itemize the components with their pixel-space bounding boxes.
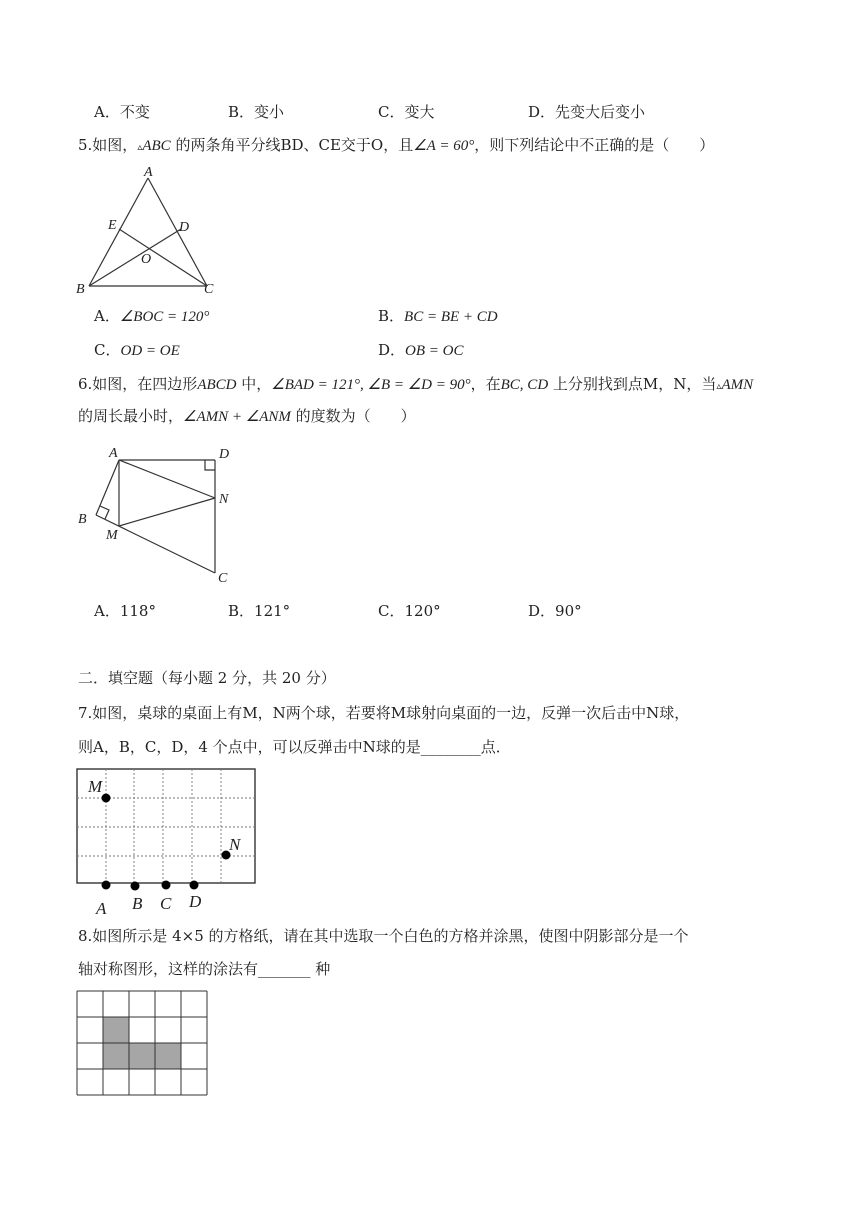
q5-label-a: A (144, 165, 153, 180)
q6-stem-line1: 6.如图，在四边形ABCD 中，∠BAD = 121°, ∠B = ∠D = 90°，在BC, CD 上分别找到点M，N，当▵AMN (78, 375, 754, 393)
q6-quadrilateral-figure (74, 440, 244, 590)
point-c (162, 881, 171, 890)
q6-option-c: C．120° (378, 602, 441, 620)
q7-label-m: M (88, 777, 103, 796)
q7-label-b: B (132, 894, 143, 913)
q6-option-d: D．90° (528, 602, 582, 620)
q4-option-b: B．变小 (228, 103, 285, 121)
q7-stem-line2: 则A，B，C，D，4 个点中，可以反弹击中N球的是________点． (78, 738, 511, 756)
point-a (102, 881, 111, 890)
q6-stem-line2: 的周长最小时，∠AMN + ∠ANM 的度数为（ ） (78, 407, 416, 425)
q8-grid-figure (76, 990, 210, 1096)
q5-option-d: D．OB = OC (378, 341, 464, 359)
shaded-cell (129, 1043, 155, 1069)
q8-stem-line2: 轴对称图形，这样的涂法有_______ 种 (78, 960, 331, 978)
q5-label-e: E (108, 218, 117, 233)
point-b (131, 882, 140, 891)
q5-option-a: A．∠BOC = 120° (94, 307, 210, 325)
q5-label-o: O (141, 252, 152, 267)
ball-m (102, 794, 111, 803)
point-d (190, 881, 199, 890)
shaded-cell (103, 1017, 129, 1043)
q6-label-c: C (218, 571, 228, 586)
q7-label-a: A (96, 899, 107, 918)
q7-label-n: N (229, 835, 241, 854)
q8-stem-line1: 8.如图所示是 4×5 的方格纸，请在其中选取一个白色的方格并涂黑，使图中阴影部分是一个 (78, 927, 689, 945)
q6-option-a: A．118° (94, 602, 156, 620)
q4-option-c: C．变大 (378, 103, 435, 121)
q5-label-b: B (76, 282, 85, 297)
q4-option-a: A．不变 (94, 103, 150, 121)
q5-triangle-figure (74, 163, 224, 298)
q6-label-a: A (109, 446, 118, 461)
q7-label-c: C (160, 894, 172, 913)
q5-option-c: C．OD = OE (94, 341, 180, 359)
q6-option-b: B．121° (228, 602, 291, 620)
q4-option-d: D．先变大后变小 (528, 103, 646, 121)
shaded-cell (103, 1043, 129, 1069)
q7-label-d: D (189, 892, 202, 911)
q6-label-d: D (219, 447, 230, 462)
q5-option-b: B．BC = BE + CD (378, 307, 498, 325)
q5-stem: 5.如图，▵ABC 的两条角平分线BD、CE交于O，且∠A = 60°，则下列结论中不正确的是（ ） (78, 136, 715, 154)
q6-label-b: B (78, 512, 87, 527)
q7-billiard-figure (76, 768, 258, 918)
q5-label-c: C (204, 282, 214, 297)
q7-stem-line1: 7.如图，桌球的桌面上有M，N两个球，若要将M球射向桌面的一边，反弹一次后击中N球， (78, 704, 690, 722)
q6-label-n: N (219, 492, 229, 507)
q5-label-d: D (179, 220, 190, 235)
section-heading: 二．填空题（每小题 2 分，共 20 分） (78, 669, 336, 687)
shaded-cell (155, 1043, 181, 1069)
q6-label-m: M (106, 528, 118, 543)
